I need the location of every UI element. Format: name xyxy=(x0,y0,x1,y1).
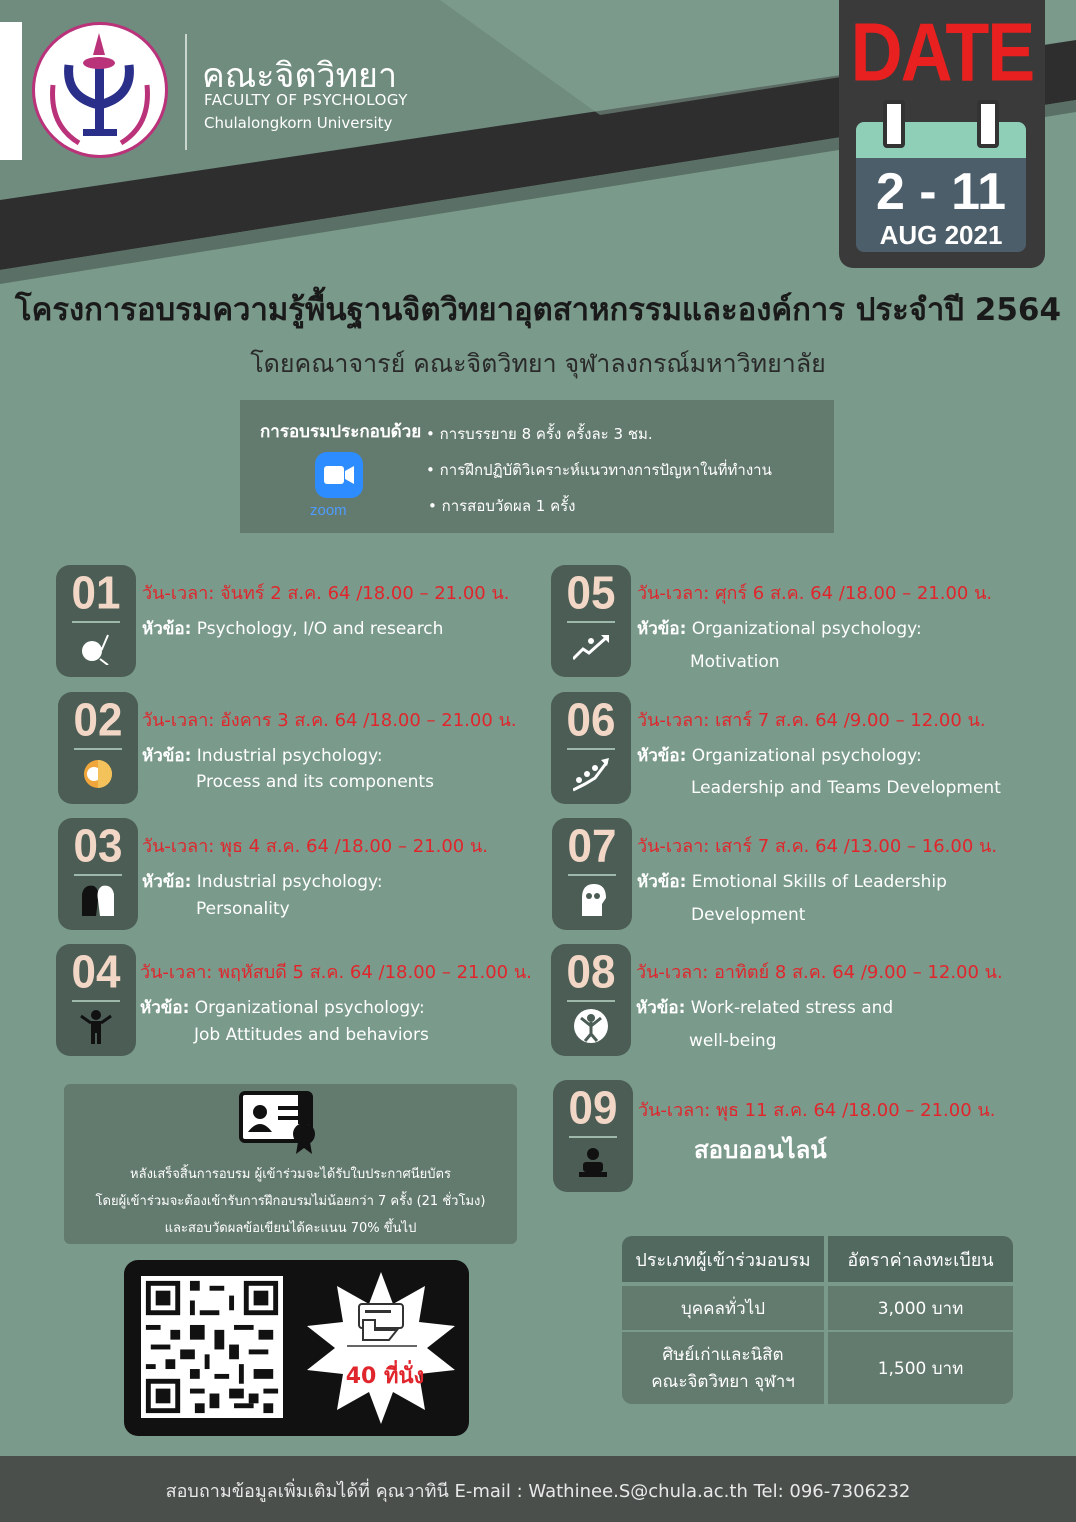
session-number: 07 xyxy=(567,820,617,873)
fee-header-rate: อัตราค่าลงทะเบียน xyxy=(828,1236,1013,1282)
fee-price-cell: 3,000 บาท xyxy=(828,1286,1013,1330)
two-heads-icon xyxy=(80,882,116,918)
session-datetime: วัน-เวลา: พฤหัสบดี 5 ส.ค. 64 /18.00 – 21.00 น. xyxy=(140,962,532,983)
session-topic xyxy=(637,742,922,769)
training-item: • การฝึกปฏิบัติวิเคราะห์แนวทางการปัญหาในที่ทำงาน xyxy=(426,461,772,479)
session-topic xyxy=(142,615,443,642)
training-info-box xyxy=(240,400,834,533)
contact-text: สอบถามข้อมูลเพิ่มเติมได้ที่ คุณวาทินี E-mail : Wathinee.S@chula.ac.th Tel: 096-7306232 xyxy=(165,1481,911,1502)
stress-person-icon xyxy=(573,1008,609,1044)
session-badge xyxy=(56,565,136,677)
topic-text: Organizational psychology: xyxy=(194,998,425,1018)
session-datetime: วัน-เวลา: พุธ 4 ส.ค. 64 /18.00 – 21.00 น. xyxy=(142,836,488,857)
session-number: 03 xyxy=(73,820,123,873)
session-topic xyxy=(142,868,383,895)
session-topic-line2: Leadership and Teams Development xyxy=(691,778,1001,798)
head-emotion-icon xyxy=(574,882,610,918)
university-name: Chulalongkorn University xyxy=(204,114,393,132)
topic-label: หัวข้อ: xyxy=(636,998,686,1018)
session-datetime: วัน-เวลา: เสาร์ 7 ส.ค. 64 /13.00 – 16.00 น. xyxy=(637,836,998,857)
session-datetime: วัน-เวลา: ศุกร์ 6 ส.ค. 64 /18.00 – 21.00 น. xyxy=(637,583,993,604)
zoom-icon xyxy=(315,452,363,498)
exam-online-label: สอบออนไลน์ xyxy=(694,1136,827,1164)
fee-type-cell xyxy=(622,1332,824,1404)
topic-label: หัวข้อ: xyxy=(637,619,687,639)
topic-label: หัวข้อ: xyxy=(142,872,192,892)
training-heading: การอบรมประกอบด้วย xyxy=(260,422,422,442)
team-climb-icon xyxy=(573,756,609,792)
session-topic-line2: Development xyxy=(691,905,806,925)
topic-label: หัวข้อ: xyxy=(637,746,687,766)
calendar-ring-icon xyxy=(883,100,905,148)
person-arms-icon xyxy=(78,1008,114,1044)
topic-label: หัวข้อ: xyxy=(637,872,687,892)
session-badge xyxy=(58,818,138,930)
certificate-text: โดยผู้เข้าร่วมจะต้องเข้ารับการฝึกอบรมไม่น้อยกว่า 7 ครั้ง (21 ชั่วโมง) xyxy=(95,1194,486,1209)
session-badge xyxy=(552,818,632,930)
session-datetime: วัน-เวลา: อังคาร 3 ส.ค. 64 /18.00 – 21.00 น. xyxy=(142,710,517,731)
contact-footer xyxy=(0,1456,1076,1522)
topic-text: Emotional Skills of Leadership xyxy=(691,872,947,892)
topic-text: Industrial psychology: xyxy=(196,746,383,766)
header-divider xyxy=(185,34,187,150)
session-number: 08 xyxy=(566,946,616,999)
seats-starburst xyxy=(301,1268,461,1428)
date-range: 2 - 11 xyxy=(875,163,1007,221)
session-number: 01 xyxy=(71,567,121,620)
session-number: 06 xyxy=(566,694,616,747)
exam-badge xyxy=(553,1080,633,1192)
fee-price-cell: 1,500 บาท xyxy=(828,1332,1013,1404)
training-item: • การบรรยาย 8 ครั้ง ครั้งละ 3 ชม. xyxy=(426,425,653,443)
fee-type-line: ศิษย์เก่าและนิสิต xyxy=(662,1345,784,1365)
session-topic xyxy=(142,742,383,769)
session-topic-line2: Personality xyxy=(196,899,290,919)
session-number: 05 xyxy=(566,567,616,620)
session-topic xyxy=(636,994,893,1021)
exam-person-icon xyxy=(575,1144,611,1180)
page-title: โครงการอบรมความรู้พื้นฐานจิตวิทยาอุตสาหกรรมและองค์การ ประจำปี 2564 xyxy=(14,292,1062,328)
session-badge xyxy=(551,692,631,804)
session-topic xyxy=(637,868,947,895)
fee-header-type: ประเภทผู้เข้าร่วมอบรม xyxy=(622,1236,824,1282)
session-number: 02 xyxy=(73,694,123,747)
certificate-icon xyxy=(238,1090,326,1156)
certificate-text: หลังเสร็จสิ้นการอบรม ผู้เข้าร่วมจะได้รับใบประกาศนียบัตร xyxy=(130,1167,451,1182)
faculty-name-english: FACULTY OF PSYCHOLOGY xyxy=(204,91,408,109)
session-topic-line2: Process and its components xyxy=(196,772,434,792)
session-number: 04 xyxy=(71,946,121,999)
topic-label: หัวข้อ: xyxy=(142,619,192,639)
session-number: 09 xyxy=(568,1082,618,1135)
qr-code[interactable] xyxy=(141,1276,283,1418)
session-topic-line2: well-being xyxy=(689,1031,777,1051)
session-topic-line2: Job Attitudes and behaviors xyxy=(194,1025,429,1045)
faculty-name-thai: คณะจิตวิทยา xyxy=(202,56,398,96)
session-datetime: วัน-เวลา: จันทร์ 2 ส.ค. 64 /18.00 – 21.00 น. xyxy=(142,583,510,604)
date-badge xyxy=(839,0,1045,268)
session-badge xyxy=(551,944,631,1056)
chart-magnifier-icon xyxy=(78,629,114,665)
calendar-top xyxy=(856,122,1026,158)
session-topic xyxy=(140,994,425,1021)
fee-type-line: คณะจิตวิทยา จุฬาฯ xyxy=(651,1372,795,1392)
topic-text: Work-related stress and xyxy=(690,998,894,1018)
topic-label: หัวข้อ: xyxy=(142,746,192,766)
faculty-logo xyxy=(32,22,168,158)
page-subtitle: โดยคณาจารย์ คณะจิตวิทยา จุฬาลงกรณ์มหาวิทยาลัย xyxy=(250,349,826,378)
certificate-box xyxy=(64,1084,517,1244)
topic-text: Industrial psychology: xyxy=(196,872,383,892)
registration-qr-box xyxy=(124,1260,469,1436)
topic-text: Organizational psychology: xyxy=(691,619,922,639)
session-topic xyxy=(637,615,922,642)
session-datetime: วัน-เวลา: เสาร์ 7 ส.ค. 64 /9.00 – 12.00 น. xyxy=(637,710,986,731)
date-month: AUG 2021 xyxy=(879,220,1003,250)
zoom-label: zoom xyxy=(310,502,347,519)
session-badge xyxy=(58,692,138,804)
left-accent-tab xyxy=(0,22,22,160)
session-datetime: วัน-เวลา: อาทิตย์ 8 ส.ค. 64 /9.00 – 12.00 น. xyxy=(636,962,1003,983)
exam-datetime: วัน-เวลา: พุธ 11 ส.ค. 64 /18.00 – 21.00 น. xyxy=(638,1100,996,1121)
calendar-ring-icon xyxy=(977,100,999,148)
topic-label: หัวข้อ: xyxy=(140,998,190,1018)
topic-text: Psychology, I/O and research xyxy=(196,619,444,639)
date-word: DATE xyxy=(850,7,1034,100)
fee-type-cell: บุคคลทั่วไป xyxy=(622,1286,824,1330)
session-badge xyxy=(56,944,136,1056)
topic-text: Organizational psychology: xyxy=(691,746,922,766)
seats-count: 40 ที่นั่ง xyxy=(345,1364,425,1389)
fee-table xyxy=(622,1236,1013,1404)
session-topic-line2: Motivation xyxy=(690,652,780,672)
session-badge xyxy=(551,565,631,677)
certificate-text: และสอบวัดผลข้อเขียนได้คะแนน 70% ขึ้นไป xyxy=(164,1221,417,1236)
runner-arrow-icon xyxy=(573,629,609,665)
brain-gear-icon xyxy=(80,756,116,792)
training-item: • การสอบวัดผล 1 ครั้ง xyxy=(428,497,576,515)
